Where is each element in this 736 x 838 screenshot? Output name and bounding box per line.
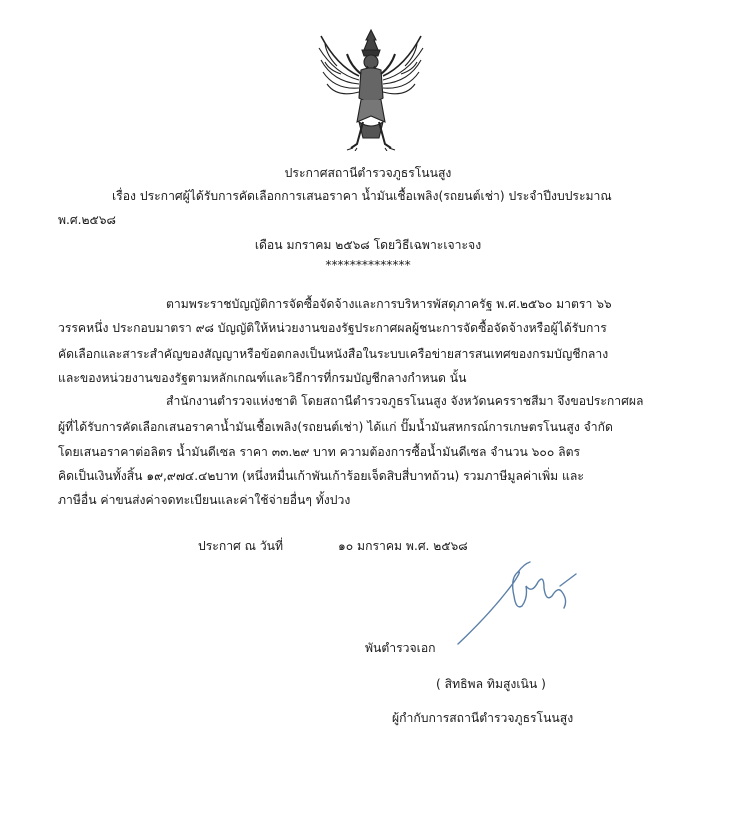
subject-line-1: เรื่อง ประกาศผู้ได้รับการคัดเลือกการเสนอราคา น้ำมันเชื้อเพลิง(รถยนต์เช่า) ประจำปีงบประมาณ	[112, 189, 612, 203]
signatory-name: ( สิทธิพล ทิมสูงเนิน )	[436, 677, 546, 691]
signatory-position: ผู้กำกับการสถานีตำรวจภูธรโนนสูง	[392, 711, 574, 725]
paragraph-1-line: วรรคหนึ่ง ประกอบมาตรา ๙๘ บัญญัติให้หน่วยงานของรัฐประกาศผลผู้ชนะการจัดซื้อจัดจ้างหรือผู้ได้รับการ	[58, 321, 607, 335]
paragraph-2-line: ภาษีอื่น ค่าขนส่งค่าจดทะเบียนและค่าใช้จ่ายอื่นๆ ทั้งปวง	[58, 493, 351, 507]
paragraph-1-line: ตามพระราชบัญญัติการจัดซื้อจัดจ้างและการบริหารพัสดุภาครัฐ พ.ศ.๒๕๖๐ มาตรา ๖๖	[166, 297, 612, 311]
paragraph-2-line: โดยเสนอราคาต่อลิตร น้ำมันดีเซล ราคา ๓๓.๒๙ บาท ความต้องการซื้อน้ำมันดีเซล จำนวน ๖๐๐ ลิตร	[58, 445, 581, 459]
handwritten-signature-icon	[452, 552, 582, 652]
announcement-label: ประกาศ ณ วันที่	[198, 539, 284, 553]
month-line: เดือน มกราคม ๒๕๖๘ โดยวิธีเฉพาะเจาะจง	[254, 238, 482, 252]
garuda-emblem-icon	[317, 26, 425, 151]
paragraph-1-line: คัดเลือกและสาระสำคัญของสัญญาหรือข้อตกลงเป็นหนังสือในระบบเครือข่ายสารสนเทศของกรมบัญชีกลาง	[58, 347, 609, 361]
agency-title: ประกาศสถานีตำรวจภูธรโนนสูง	[284, 166, 452, 180]
subject-line-2: พ.ศ.๒๕๖๘	[58, 213, 116, 227]
announcement-date: ๑๐ มกราคม พ.ศ. ๒๕๖๘	[338, 539, 468, 553]
signatory-rank: พันตำรวจเอก	[365, 641, 436, 655]
paragraph-2-line: สำนักงานตำรวจแห่งชาติ โดยสถานีตำรวจภูธรโนนสูง จังหวัดนครราชสีมา จึงขอประกาศผล	[166, 394, 644, 408]
paragraph-1-line: และของหน่วยงานของรัฐตามหลักเกณฑ์และวิธีการที่กรมบัญชีกลางกำหนด นั้น	[58, 371, 467, 385]
paragraph-2-line: คิดเป็นเงินทั้งสิ้น ๑๙,๙๗๔.๔๒บาท (หนึ่งหมื่นเก้าพันเก้าร้อยเจ็ดสิบสี่บาทถ้วน) รวมภาษีมูลค่าเพิ่ม และ	[58, 469, 584, 483]
paragraph-2-line: ผู้ที่ได้รับการคัดเลือกเสนอราคาน้ำมันเชื้อเพลิง(รถยนต์เช่า) ได้แก่ ปั๊มน้ำมันสหกรณ์การเกษตรโนนสูง จำกัด	[58, 420, 613, 434]
separator: **************	[325, 258, 411, 272]
